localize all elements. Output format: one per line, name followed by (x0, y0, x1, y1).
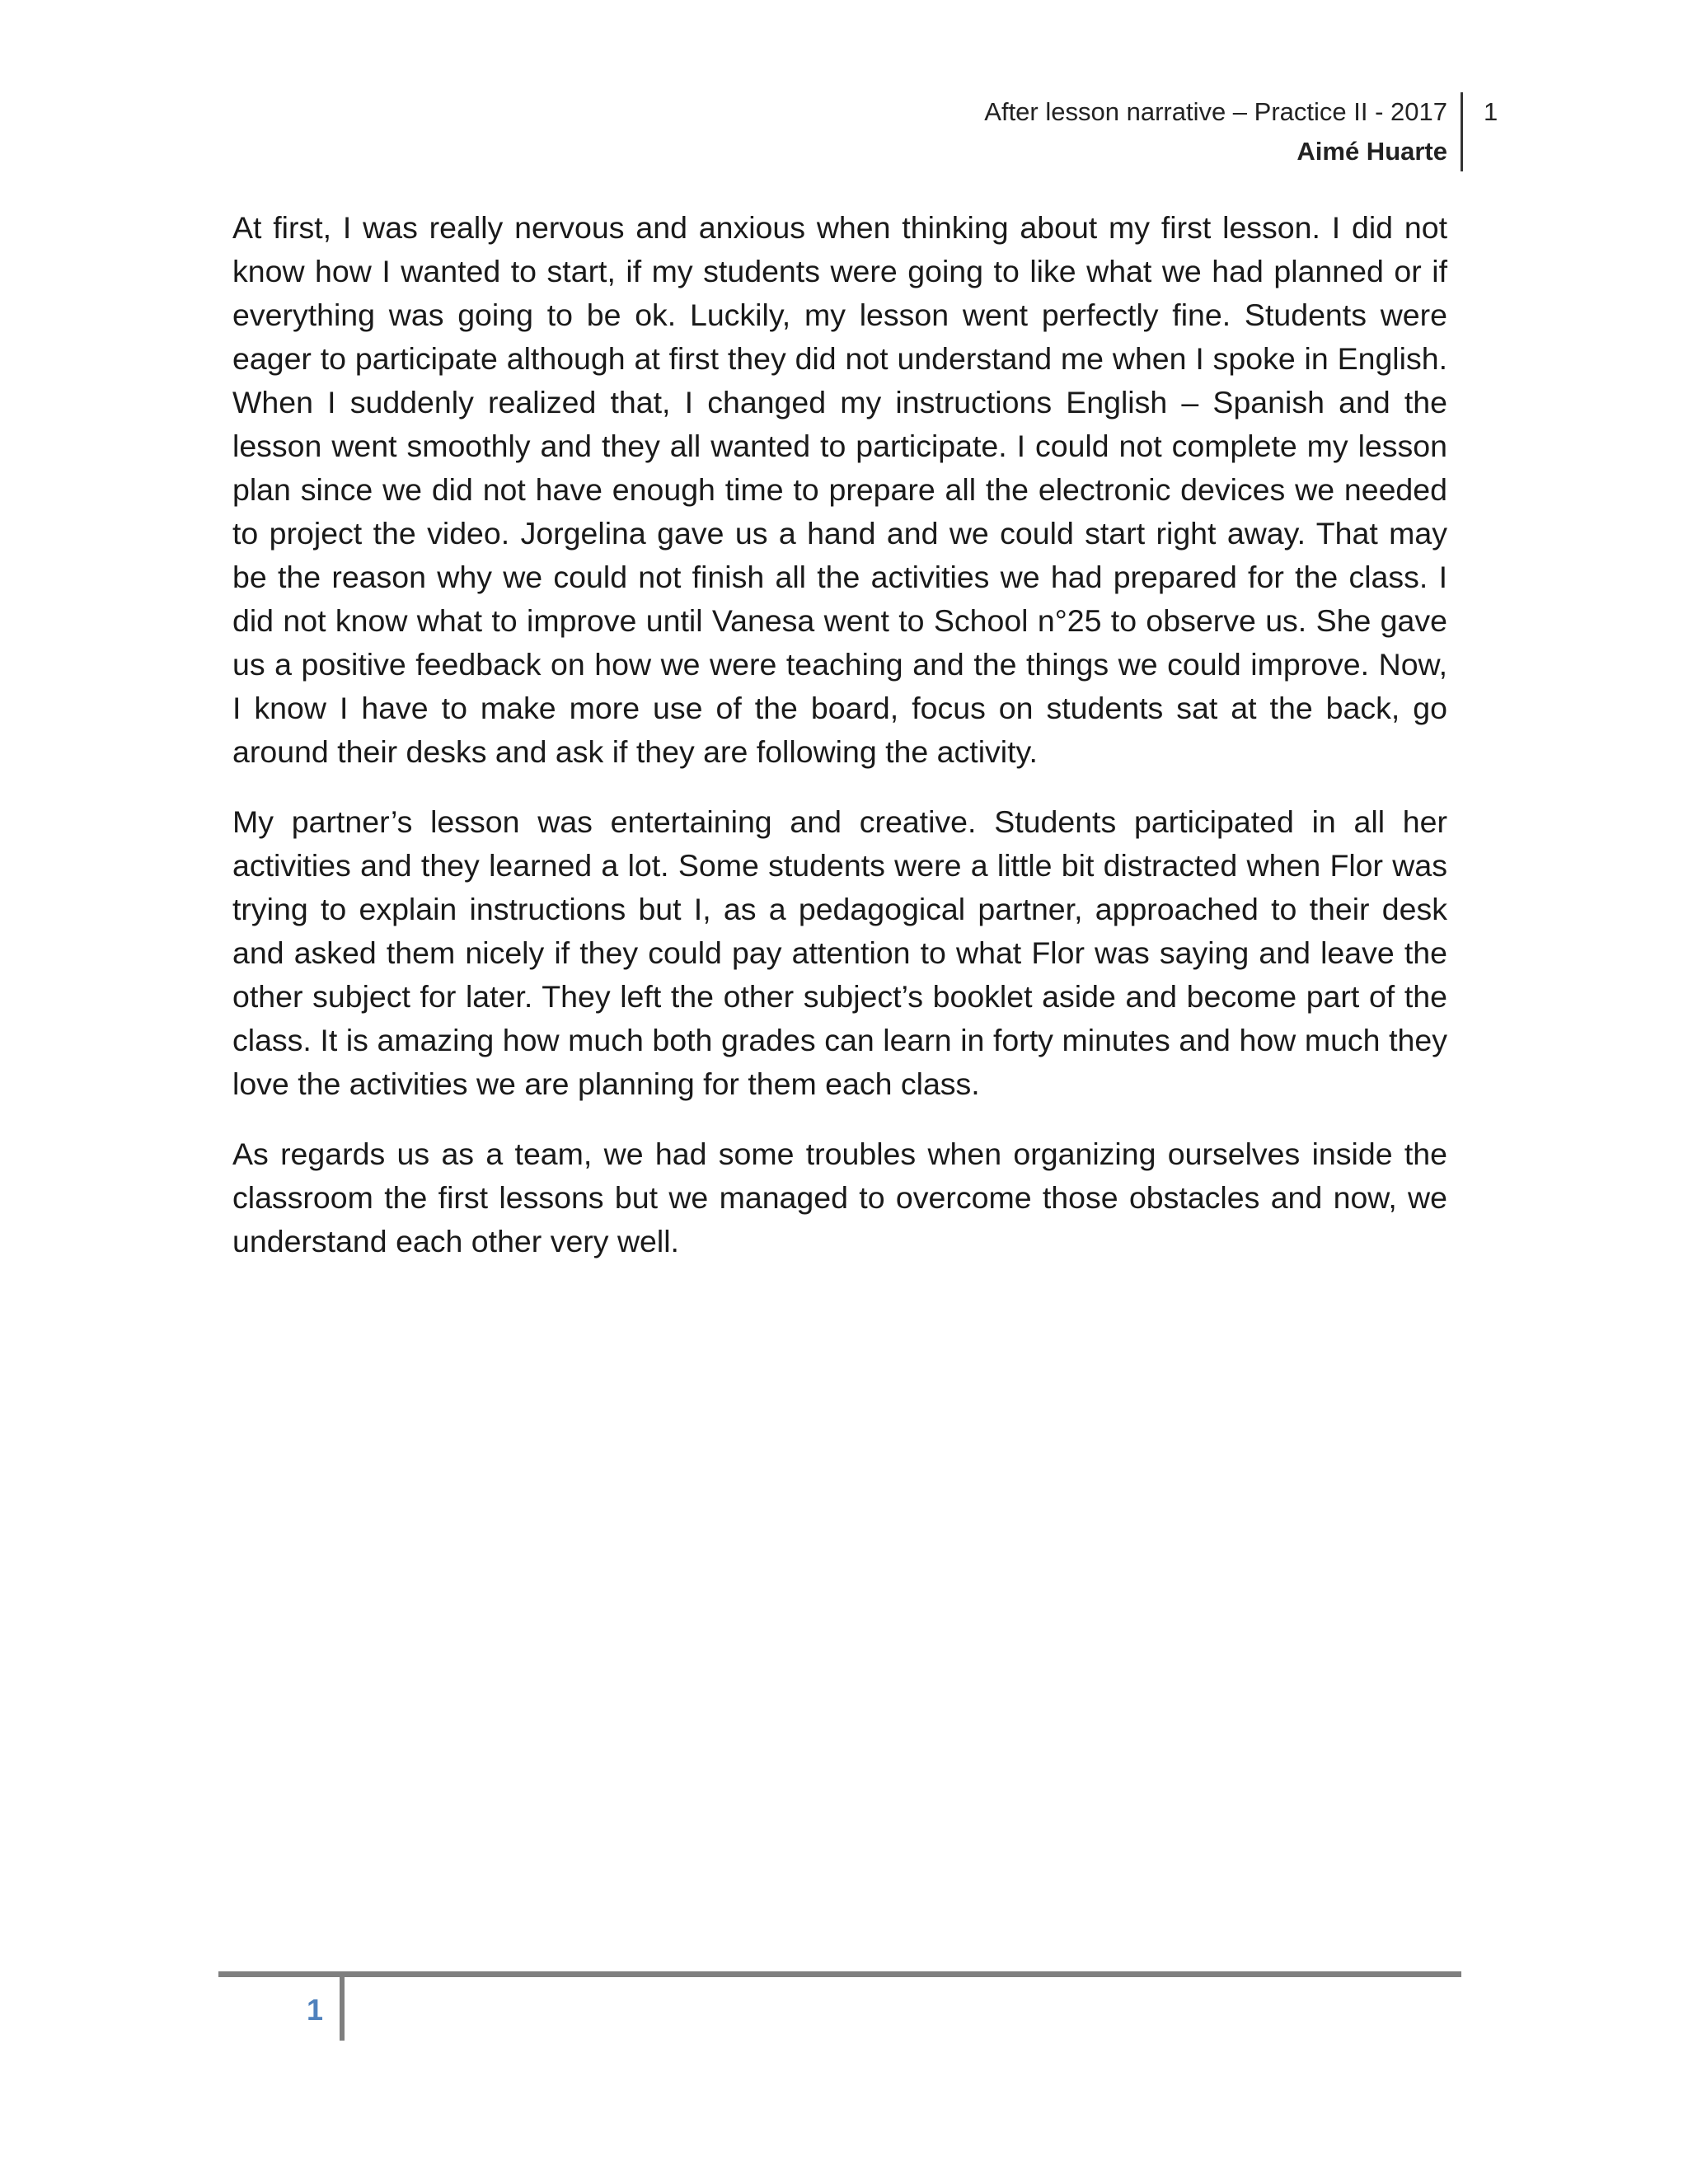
header-page-number: 1 (1484, 97, 1498, 126)
document-body (232, 206, 1447, 1290)
footer-divider (218, 1971, 1461, 1977)
header-author: Aimé Huarte (1296, 137, 1447, 166)
header-divider (1461, 92, 1463, 171)
footer-page-number: 1 (307, 1993, 324, 2027)
page-header (984, 92, 1447, 171)
header-title: After lesson narrative – Practice II - 2017 (984, 97, 1447, 126)
paragraph-team: As regards us as a team, we had some troubles when organizing ourselves inside the classroom the first lessons but we managed to overcome those obstacles and now, we understand each other very well. (232, 1137, 1447, 1258)
paragraph-first-lesson: At first, I was really nervous and anxious when thinking about my first lesson. I did not know how I wanted to start, if my students were going to like what we had planned or if everything was going to be ok. Luckily, my lesson went perfectly fine. Students were eager to participate although at first they did not understand me when I spoke in English. When I suddenly realized that, I changed my instructions English – Spanish and the lesson went smoothly and they all wanted to participate. I could not complete my lesson plan since we did not have enough time to prepare all the electronic devices we needed to project the video. Jorgelina gave us a hand and we could start right away. That may be the reason why we could not finish all the activities we had prepared for the class. I did not know what to improve until Vanesa went to School n°25 to observe us. She gave us a positive feedback on how we were teaching and the things we could improve. Now, I know I have to make more use of the board, focus on students sat at the back, go around their desks and ask if they are following the activity. (232, 210, 1447, 769)
footer-vertical-divider (340, 1976, 345, 2041)
paragraph-partner-lesson: My partner’s lesson was entertaining and creative. Students participated in all her activities and they learned a lot. Some students were a little bit distracted when Flor was trying to explain instructions but I, as a pedagogical partner, approached to their desk and asked them nicely if they could pay attention to what Flor was saying and leave the other subject for later. They left the other subject’s booklet aside and become part of the class. It is amazing how much both grades can learn in forty minutes and how much they love the activities we are planning for them each class. (232, 804, 1447, 1101)
